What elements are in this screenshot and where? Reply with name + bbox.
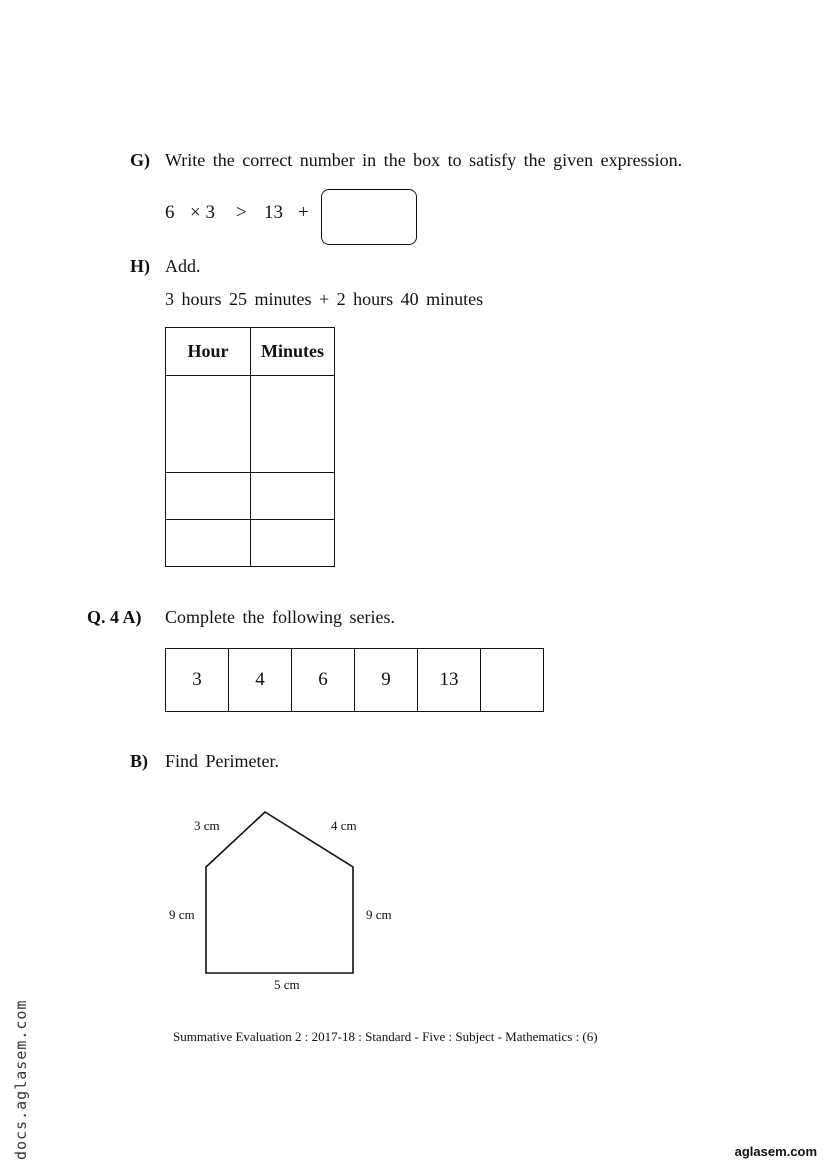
expression-operand-b: 13 [264,202,283,223]
question-g-text: Write the correct number in the box to satisfy the given expression. [165,150,683,170]
label-top-left-side: 3 cm [194,818,220,833]
header-hour: Hour [166,328,251,376]
question-h-problem: 3 hours 25 minutes + 2 hours 40 minutes [165,289,484,309]
question-g-label: G) [130,150,150,170]
series-cell: 13 [418,649,481,712]
series-cell: 6 [292,649,355,712]
question-4b-label: B) [130,751,148,771]
label-left-side: 9 cm [169,907,195,922]
header-minutes: Minutes [251,328,335,376]
label-top-right-side: 4 cm [331,818,357,833]
expression-plus: + [298,202,309,223]
brand-logo: aglasem.com [734,1144,817,1159]
watermark: docs.aglasem.com [12,999,30,1160]
question-4b-text: Find Perimeter. [165,751,279,771]
series-cell: 3 [166,649,229,712]
label-right-side: 9 cm [366,907,392,922]
series-cell: 4 [229,649,292,712]
question-4a-label: Q. 4 A) [87,607,142,627]
series-cell: 9 [355,649,418,712]
expression-operand-a: 6 [165,202,175,223]
question-4a-text: Complete the following series. [165,607,395,627]
pentagon-shape [206,812,353,973]
question-h-text: Add. [165,256,201,276]
expression-greater-than: > [236,202,247,223]
page-footer: Summative Evaluation 2 : 2017-18 : Standard - Five : Subject - Mathematics : (6) [173,1029,598,1044]
question-h-label: H) [130,256,150,276]
label-bottom-side: 5 cm [274,977,300,992]
expression-times: × 3 [190,202,215,223]
